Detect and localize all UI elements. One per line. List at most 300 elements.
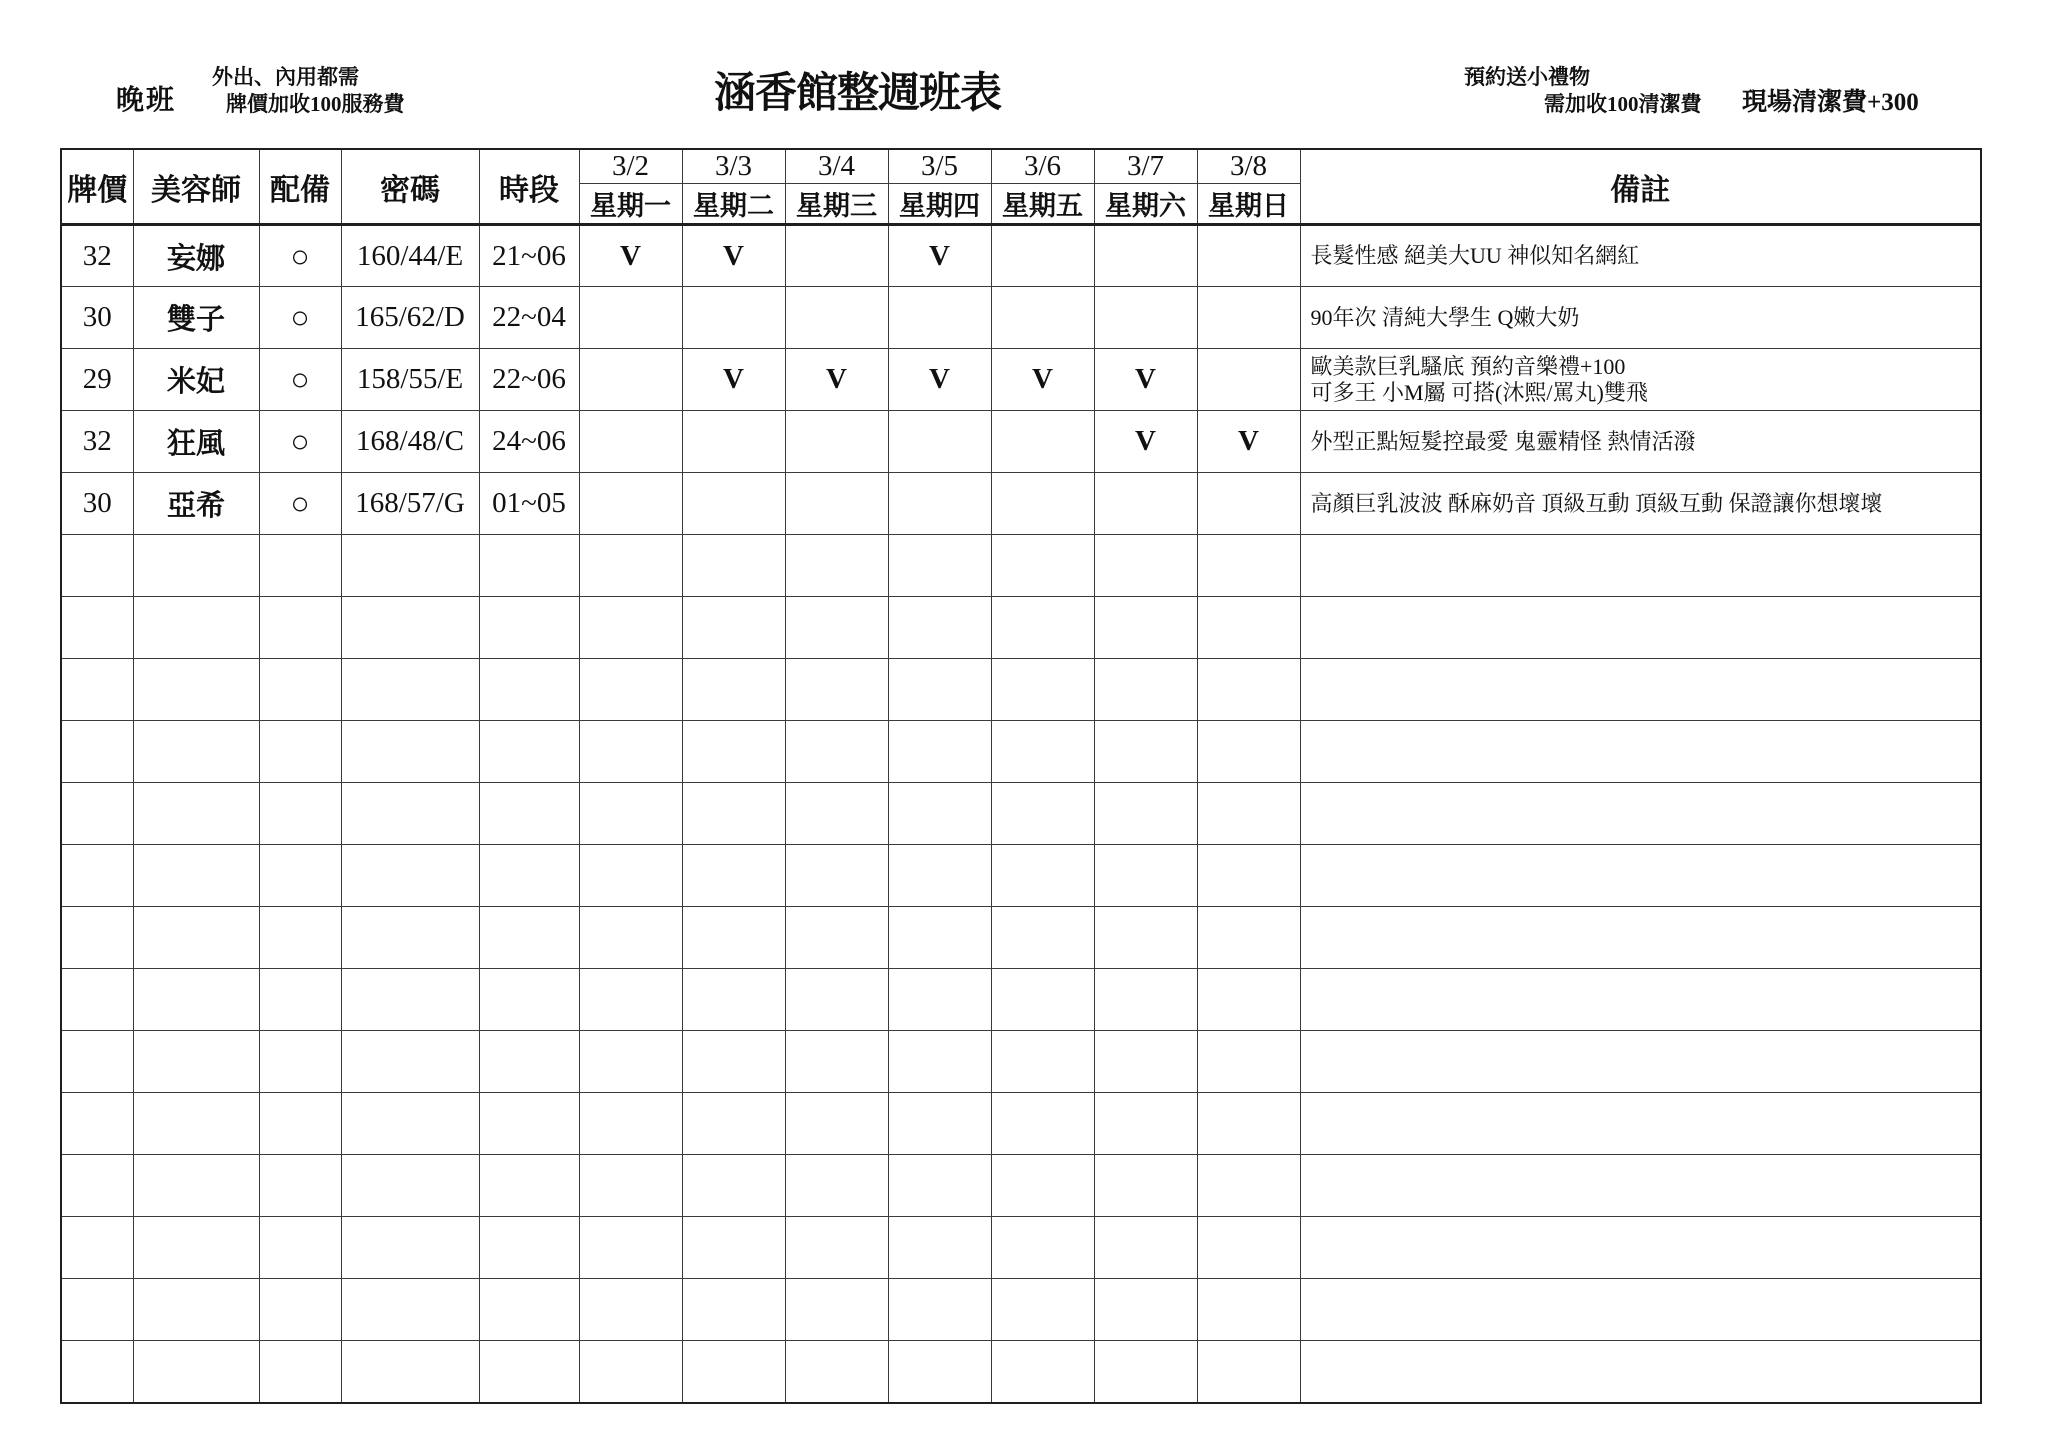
empty-cell xyxy=(1300,845,1981,907)
empty-row xyxy=(61,597,1981,659)
time-slot-cell: 22~04 xyxy=(479,287,579,349)
schedule-mark-cell xyxy=(1197,349,1300,411)
empty-cell xyxy=(1094,783,1197,845)
empty-cell xyxy=(1300,969,1981,1031)
empty-cell xyxy=(785,845,888,907)
notes-cell xyxy=(1300,349,1981,411)
schedule-mark-cell xyxy=(682,287,785,349)
notes-column-header: 備註 xyxy=(1300,149,1981,225)
empty-cell xyxy=(341,1341,479,1403)
empty-cell xyxy=(1094,845,1197,907)
schedule-mark-cell xyxy=(1094,287,1197,349)
empty-cell xyxy=(61,659,133,721)
empty-row xyxy=(61,1093,1981,1155)
empty-cell xyxy=(888,907,991,969)
staff-row xyxy=(61,287,1981,349)
empty-cell xyxy=(682,1341,785,1403)
empty-cell xyxy=(682,1093,785,1155)
empty-cell xyxy=(1197,1031,1300,1093)
onsite-cleaning-fee-note: 現場清潔費+300 xyxy=(1742,89,1919,116)
empty-cell xyxy=(133,721,259,783)
empty-cell xyxy=(785,907,888,969)
notes-line: 90年次 清純大學生 Q嫩大奶 xyxy=(1310,304,1580,330)
empty-cell xyxy=(133,535,259,597)
empty-cell xyxy=(61,1093,133,1155)
empty-row xyxy=(61,659,1981,721)
empty-cell xyxy=(991,907,1094,969)
gift-note-line2: 需加收100清潔費 xyxy=(1544,92,1702,116)
empty-cell xyxy=(991,1217,1094,1279)
code-cell: 158/55/E xyxy=(341,349,479,411)
beautician-name-cell: 米妃 xyxy=(133,349,259,411)
code-cell: 165/62/D xyxy=(341,287,479,349)
empty-row xyxy=(61,907,1981,969)
notes-line: 高顏巨乳波波 酥麻奶音 頂級互動 頂級互動 保證讓你想壞壞 xyxy=(1310,490,1883,516)
empty-cell xyxy=(133,969,259,1031)
weekday-header: 星期三 xyxy=(785,184,888,225)
empty-cell xyxy=(682,1155,785,1217)
empty-cell xyxy=(579,659,682,721)
empty-cell xyxy=(682,907,785,969)
time-slot-cell: 24~06 xyxy=(479,411,579,473)
equipment-column-header: 配備 xyxy=(259,149,341,225)
schedule-mark-cell xyxy=(1197,287,1300,349)
code-cell: 168/57/G xyxy=(341,473,479,535)
empty-cell xyxy=(1094,969,1197,1031)
empty-cell xyxy=(579,721,682,783)
empty-cell xyxy=(133,1093,259,1155)
empty-cell xyxy=(133,1217,259,1279)
empty-cell xyxy=(991,1031,1094,1093)
empty-cell xyxy=(259,659,341,721)
empty-cell xyxy=(1094,1031,1197,1093)
notes-line: 歐美款巨乳騷底 預約音樂禮+100 xyxy=(1310,353,1626,379)
schedule-mark-cell xyxy=(1197,473,1300,535)
notes-cell xyxy=(1300,473,1981,535)
empty-cell xyxy=(1197,597,1300,659)
empty-cell xyxy=(991,969,1094,1031)
time-slot-cell: 21~06 xyxy=(479,225,579,287)
equipment-cell: ○ xyxy=(259,411,341,473)
empty-cell xyxy=(991,783,1094,845)
date-header: 3/2 xyxy=(579,149,682,184)
empty-cell xyxy=(1300,535,1981,597)
empty-cell xyxy=(341,659,479,721)
schedule-mark-cell xyxy=(579,287,682,349)
empty-cell xyxy=(1094,1093,1197,1155)
notes-line: 可多王 小M屬 可搭(沐熙/罵丸)雙飛 xyxy=(1310,379,1648,405)
schedule-mark-cell: V xyxy=(991,349,1094,411)
empty-cell xyxy=(579,783,682,845)
empty-cell xyxy=(259,1217,341,1279)
equipment-cell: ○ xyxy=(259,287,341,349)
empty-cell xyxy=(1094,1155,1197,1217)
empty-cell xyxy=(888,535,991,597)
empty-cell xyxy=(479,969,579,1031)
empty-cell xyxy=(579,1341,682,1403)
empty-cell xyxy=(888,969,991,1031)
notes-cell xyxy=(1300,225,1981,287)
empty-cell xyxy=(133,845,259,907)
empty-cell xyxy=(479,1093,579,1155)
empty-cell xyxy=(888,845,991,907)
notes-cell xyxy=(1300,287,1981,349)
time-slot-cell: 01~05 xyxy=(479,473,579,535)
empty-cell xyxy=(1197,535,1300,597)
empty-cell xyxy=(888,659,991,721)
empty-cell xyxy=(888,783,991,845)
beautician-name-cell: 雙子 xyxy=(133,287,259,349)
empty-cell xyxy=(1300,783,1981,845)
equipment-cell: ○ xyxy=(259,225,341,287)
schedule-mark-cell xyxy=(1197,225,1300,287)
empty-cell xyxy=(1300,1279,1981,1341)
empty-cell xyxy=(682,969,785,1031)
empty-cell xyxy=(341,1093,479,1155)
weekday-header: 星期一 xyxy=(579,184,682,225)
price-cell: 30 xyxy=(61,473,133,535)
empty-cell xyxy=(579,1155,682,1217)
empty-cell xyxy=(259,721,341,783)
empty-cell xyxy=(682,1279,785,1341)
date-header: 3/8 xyxy=(1197,149,1300,184)
empty-cell xyxy=(1094,597,1197,659)
empty-cell xyxy=(259,1279,341,1341)
empty-cell xyxy=(341,907,479,969)
empty-cell xyxy=(479,845,579,907)
beautician-name-cell: 狂風 xyxy=(133,411,259,473)
schedule-mark-cell: V xyxy=(888,225,991,287)
empty-cell xyxy=(1197,659,1300,721)
empty-cell xyxy=(1197,1217,1300,1279)
empty-cell xyxy=(61,907,133,969)
empty-cell xyxy=(259,845,341,907)
schedule-mark-cell xyxy=(785,411,888,473)
empty-cell xyxy=(133,1031,259,1093)
empty-cell xyxy=(1300,597,1981,659)
empty-cell xyxy=(785,1155,888,1217)
empty-cell xyxy=(61,783,133,845)
schedule-mark-cell: V xyxy=(888,349,991,411)
price-cell: 29 xyxy=(61,349,133,411)
schedule-mark-cell: V xyxy=(1094,411,1197,473)
empty-cell xyxy=(991,597,1094,659)
empty-cell xyxy=(888,1217,991,1279)
weekday-header: 星期六 xyxy=(1094,184,1197,225)
empty-cell xyxy=(888,597,991,659)
schedule-mark-cell xyxy=(888,473,991,535)
empty-cell xyxy=(133,597,259,659)
empty-cell xyxy=(682,783,785,845)
empty-cell xyxy=(133,783,259,845)
empty-cell xyxy=(341,1031,479,1093)
empty-row xyxy=(61,969,1981,1031)
empty-cell xyxy=(579,1031,682,1093)
empty-cell xyxy=(259,907,341,969)
empty-cell xyxy=(579,597,682,659)
empty-cell xyxy=(785,597,888,659)
schedule-mark-cell xyxy=(1094,473,1197,535)
schedule-mark-cell xyxy=(1094,225,1197,287)
staff-row xyxy=(61,473,1981,535)
staff-row xyxy=(61,411,1981,473)
empty-cell xyxy=(991,1279,1094,1341)
empty-cell xyxy=(785,1341,888,1403)
empty-cell xyxy=(479,721,579,783)
weekday-header: 星期二 xyxy=(682,184,785,225)
date-header: 3/5 xyxy=(888,149,991,184)
empty-row xyxy=(61,783,1981,845)
empty-cell xyxy=(1197,1341,1300,1403)
empty-cell xyxy=(991,721,1094,783)
empty-cell xyxy=(341,1217,479,1279)
empty-cell xyxy=(61,969,133,1031)
schedule-mark-cell xyxy=(682,411,785,473)
empty-cell xyxy=(133,1341,259,1403)
empty-cell xyxy=(133,907,259,969)
empty-cell xyxy=(61,1341,133,1403)
empty-cell xyxy=(888,1341,991,1403)
empty-cell xyxy=(61,535,133,597)
schedule-mark-cell xyxy=(785,225,888,287)
empty-cell xyxy=(479,1341,579,1403)
empty-row xyxy=(61,845,1981,907)
empty-cell xyxy=(1197,721,1300,783)
empty-cell xyxy=(259,1031,341,1093)
code-cell: 168/48/C xyxy=(341,411,479,473)
empty-cell xyxy=(61,1279,133,1341)
empty-cell xyxy=(61,721,133,783)
code-cell: 160/44/E xyxy=(341,225,479,287)
empty-cell xyxy=(1094,659,1197,721)
empty-cell xyxy=(133,659,259,721)
empty-cell xyxy=(1197,1155,1300,1217)
empty-cell xyxy=(785,659,888,721)
schedule-mark-cell: V xyxy=(682,349,785,411)
price-cell: 32 xyxy=(61,225,133,287)
schedule-mark-cell xyxy=(991,411,1094,473)
empty-cell xyxy=(479,783,579,845)
empty-cell xyxy=(259,597,341,659)
empty-cell xyxy=(341,1155,479,1217)
empty-cell xyxy=(479,1031,579,1093)
weekday-header: 星期日 xyxy=(1197,184,1300,225)
schedule-mark-cell: V xyxy=(1197,411,1300,473)
time-slot-cell: 22~06 xyxy=(479,349,579,411)
gift-note xyxy=(1464,64,1702,118)
empty-cell xyxy=(579,1279,682,1341)
empty-cell xyxy=(259,1155,341,1217)
empty-cell xyxy=(682,721,785,783)
empty-cell xyxy=(579,1093,682,1155)
schedule-table xyxy=(60,148,1982,1404)
empty-row xyxy=(61,1155,1981,1217)
empty-cell xyxy=(682,1031,785,1093)
empty-cell xyxy=(1197,845,1300,907)
empty-cell xyxy=(133,1279,259,1341)
shift-label: 晚班 xyxy=(116,85,177,116)
notes-cell xyxy=(1300,411,1981,473)
empty-cell xyxy=(785,1279,888,1341)
empty-cell xyxy=(1300,659,1981,721)
empty-cell xyxy=(1300,1031,1981,1093)
empty-cell xyxy=(61,845,133,907)
empty-cell xyxy=(341,597,479,659)
empty-cell xyxy=(682,845,785,907)
empty-cell xyxy=(479,1155,579,1217)
empty-cell xyxy=(1197,1279,1300,1341)
empty-cell xyxy=(341,1279,479,1341)
empty-cell xyxy=(682,535,785,597)
empty-cell xyxy=(259,1093,341,1155)
empty-cell xyxy=(579,535,682,597)
price-column-header: 牌價 xyxy=(61,149,133,225)
schedule-mark-cell xyxy=(888,411,991,473)
empty-cell xyxy=(259,1341,341,1403)
empty-cell xyxy=(1300,1217,1981,1279)
empty-cell xyxy=(1300,721,1981,783)
date-header: 3/6 xyxy=(991,149,1094,184)
price-cell: 30 xyxy=(61,287,133,349)
empty-cell xyxy=(259,783,341,845)
schedule-mark-cell xyxy=(785,473,888,535)
empty-cell xyxy=(341,535,479,597)
empty-cell xyxy=(682,659,785,721)
schedule-mark-cell: V xyxy=(1094,349,1197,411)
empty-cell xyxy=(785,535,888,597)
empty-cell xyxy=(991,535,1094,597)
empty-cell xyxy=(61,1031,133,1093)
empty-cell xyxy=(579,969,682,1031)
gift-note-line1: 預約送小禮物 xyxy=(1464,65,1590,89)
notes-line: 長髮性感 絕美大UU 神似知名網紅 xyxy=(1310,243,1640,268)
date-header: 3/7 xyxy=(1094,149,1197,184)
empty-cell xyxy=(1197,969,1300,1031)
schedule-mark-cell xyxy=(888,287,991,349)
empty-cell xyxy=(341,783,479,845)
empty-cell xyxy=(991,1155,1094,1217)
empty-cell xyxy=(259,969,341,1031)
notes-line: 外型正點短髮控最愛 鬼靈精怪 熱情活潑 xyxy=(1310,428,1696,454)
empty-cell xyxy=(61,1217,133,1279)
header-row-dates xyxy=(61,149,1981,184)
empty-cell xyxy=(579,1217,682,1279)
empty-cell xyxy=(785,721,888,783)
beautician-name-cell: 妄娜 xyxy=(133,225,259,287)
schedule-mark-cell: V xyxy=(579,225,682,287)
empty-cell xyxy=(888,1279,991,1341)
empty-cell xyxy=(341,845,479,907)
empty-cell xyxy=(1094,1217,1197,1279)
time-column-header: 時段 xyxy=(479,149,579,225)
weekday-header: 星期五 xyxy=(991,184,1094,225)
empty-cell xyxy=(61,1155,133,1217)
empty-cell xyxy=(785,783,888,845)
empty-row xyxy=(61,535,1981,597)
empty-cell xyxy=(991,845,1094,907)
empty-cell xyxy=(888,721,991,783)
empty-cell xyxy=(1300,907,1981,969)
service-fee-note-line2: 牌價加收100服務費 xyxy=(226,92,405,116)
staff-row xyxy=(61,225,1981,287)
empty-cell xyxy=(991,1093,1094,1155)
schedule-mark-cell: V xyxy=(785,349,888,411)
schedule-mark-cell xyxy=(579,473,682,535)
empty-cell xyxy=(682,597,785,659)
empty-cell xyxy=(785,969,888,1031)
equipment-cell: ○ xyxy=(259,349,341,411)
empty-row xyxy=(61,1279,1981,1341)
staff-row xyxy=(61,349,1981,411)
empty-cell xyxy=(479,597,579,659)
schedule-mark-cell xyxy=(991,473,1094,535)
empty-cell xyxy=(259,535,341,597)
empty-cell xyxy=(579,907,682,969)
empty-cell xyxy=(1094,1279,1197,1341)
empty-cell xyxy=(1197,783,1300,845)
empty-cell xyxy=(479,907,579,969)
code-column-header: 密碼 xyxy=(341,149,479,225)
empty-cell xyxy=(785,1031,888,1093)
service-fee-note-line1: 外出、內用都需 xyxy=(212,65,359,89)
empty-cell xyxy=(1094,1341,1197,1403)
schedule-mark-cell xyxy=(991,287,1094,349)
empty-cell xyxy=(579,845,682,907)
empty-row xyxy=(61,721,1981,783)
date-header: 3/3 xyxy=(682,149,785,184)
empty-cell xyxy=(479,1279,579,1341)
empty-row xyxy=(61,1341,1981,1403)
beautician-name-cell: 亞希 xyxy=(133,473,259,535)
empty-cell xyxy=(61,597,133,659)
price-cell: 32 xyxy=(61,411,133,473)
weekday-header: 星期四 xyxy=(888,184,991,225)
empty-cell xyxy=(341,721,479,783)
empty-cell xyxy=(133,1155,259,1217)
schedule-mark-cell: V xyxy=(682,225,785,287)
schedule-mark-cell xyxy=(991,225,1094,287)
schedule-mark-cell xyxy=(579,349,682,411)
schedule-mark-cell xyxy=(785,287,888,349)
empty-row xyxy=(61,1031,1981,1093)
empty-cell xyxy=(1094,535,1197,597)
empty-cell xyxy=(1094,721,1197,783)
empty-cell xyxy=(991,1341,1094,1403)
empty-cell xyxy=(888,1031,991,1093)
empty-cell xyxy=(785,1093,888,1155)
service-fee-note xyxy=(212,64,405,118)
empty-cell xyxy=(1197,1093,1300,1155)
empty-cell xyxy=(785,1217,888,1279)
empty-cell xyxy=(479,535,579,597)
date-header: 3/4 xyxy=(785,149,888,184)
schedule-mark-cell xyxy=(579,411,682,473)
beautician-column-header: 美容師 xyxy=(133,149,259,225)
empty-cell xyxy=(682,1217,785,1279)
empty-row xyxy=(61,1217,1981,1279)
schedule-mark-cell xyxy=(682,473,785,535)
empty-cell xyxy=(991,659,1094,721)
empty-cell xyxy=(479,659,579,721)
empty-cell xyxy=(888,1093,991,1155)
empty-cell xyxy=(1300,1155,1981,1217)
empty-cell xyxy=(479,1217,579,1279)
empty-cell xyxy=(1094,907,1197,969)
empty-cell xyxy=(888,1155,991,1217)
equipment-cell: ○ xyxy=(259,473,341,535)
empty-cell xyxy=(341,969,479,1031)
empty-cell xyxy=(1300,1341,1981,1403)
